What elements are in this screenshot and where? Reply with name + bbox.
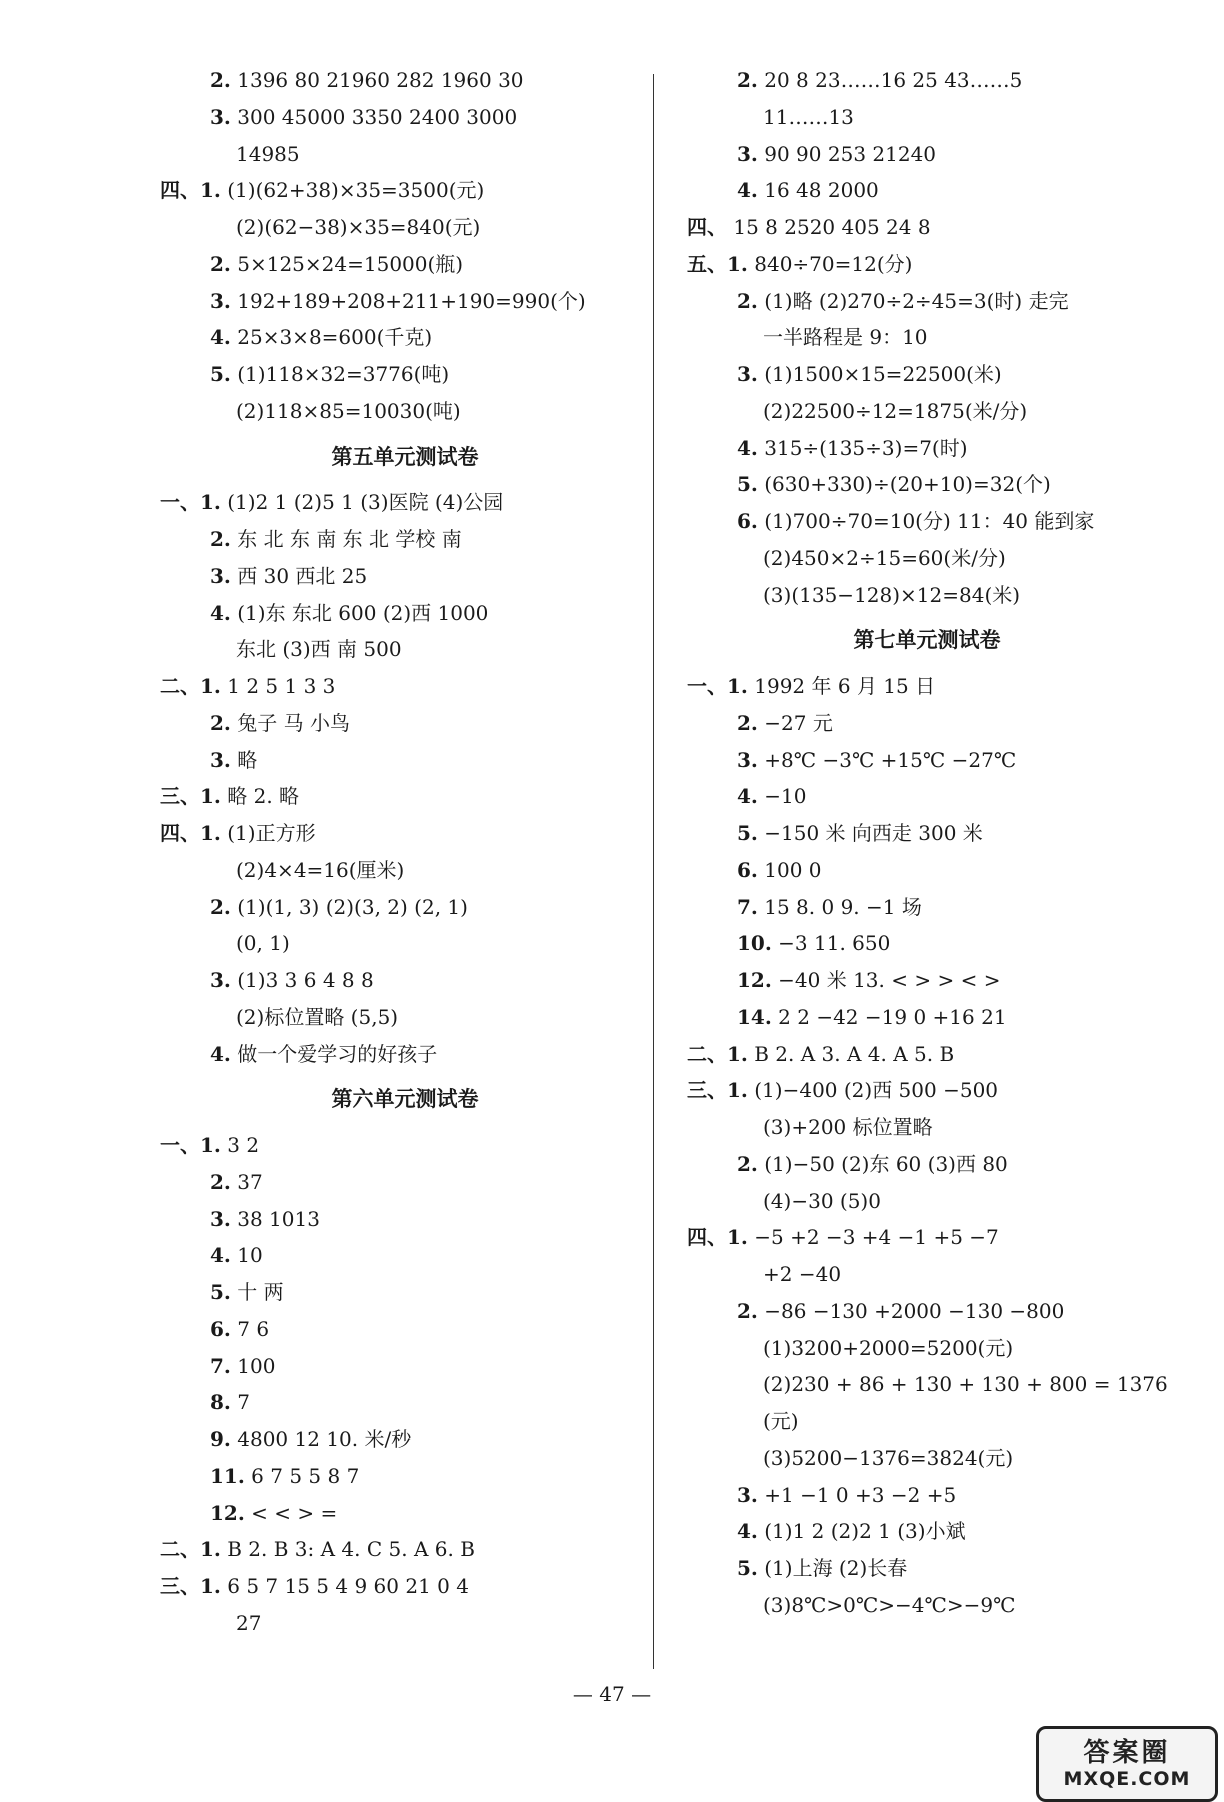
answer-line bbox=[160, 742, 650, 779]
answer-line bbox=[687, 209, 1167, 246]
answer-line bbox=[687, 742, 1167, 779]
question-number: 2. bbox=[737, 68, 758, 92]
answer-text: 3 2 bbox=[227, 1133, 260, 1157]
answer-line bbox=[160, 1274, 650, 1311]
answer-line bbox=[687, 1036, 1167, 1073]
answer-text: (630+330)÷(20+10)=32(个) bbox=[764, 472, 1051, 497]
answer-text: (1)上海 (2)长春 bbox=[764, 1556, 908, 1580]
answer-text: (1)东 东北 600 (2)西 1000 bbox=[237, 600, 489, 625]
question-number: 2. bbox=[210, 710, 231, 735]
answer-line bbox=[687, 1330, 1167, 1367]
answer-text: 90 90 253 21240 bbox=[764, 141, 937, 166]
answer-line bbox=[160, 1127, 650, 1164]
answer-line bbox=[687, 1587, 1167, 1624]
question-number: 四、1. bbox=[160, 821, 221, 845]
question-number: 一、1. bbox=[160, 490, 221, 515]
question-number: 4. bbox=[737, 784, 758, 809]
question-number: 四、1. bbox=[687, 1225, 748, 1250]
answer-text: 16 48 2000 bbox=[764, 178, 879, 203]
left-answer-column bbox=[160, 62, 650, 1642]
answer-line bbox=[687, 1109, 1167, 1146]
answer-text: 做一个爱学习的好孩子 bbox=[237, 1041, 438, 1066]
answer-line bbox=[160, 172, 650, 209]
answer-text: (2)22500÷12=1875(米/分) bbox=[763, 398, 1028, 423]
answer-text: (1)1 2 (2)2 1 (3)小斌 bbox=[764, 1519, 966, 1544]
answer-text: (2)230 + 86 + 130 + 130 + 800 = 1376 bbox=[763, 1372, 1168, 1397]
answer-text: −27 元 bbox=[764, 710, 833, 735]
answer-text: −5 +2 −3 +4 −1 +5 −7 bbox=[754, 1225, 999, 1250]
answer-text: 略 bbox=[237, 747, 258, 772]
answer-text: B 2. A 3. A 4. A 5. B bbox=[754, 1041, 955, 1066]
answer-line bbox=[160, 62, 650, 99]
answer-line bbox=[687, 925, 1167, 962]
watermark-logo-url: MXQE.COM bbox=[1063, 1768, 1191, 1790]
answer-text: B 2. B 3: A 4. C 5. A 6. B bbox=[227, 1537, 475, 1562]
answer-line bbox=[160, 136, 650, 173]
answer-text: 兔子 马 小鸟 bbox=[237, 710, 350, 735]
answer-line bbox=[160, 1531, 650, 1568]
question-number: 四、1. bbox=[160, 178, 221, 203]
answer-line bbox=[687, 1513, 1167, 1550]
answer-text: 11……13 bbox=[763, 104, 854, 129]
question-number: 10. bbox=[737, 931, 772, 956]
answer-line bbox=[160, 1605, 650, 1642]
question-number: 4. bbox=[737, 435, 758, 460]
question-number: 3. bbox=[210, 288, 231, 313]
answer-line bbox=[160, 595, 650, 632]
answer-text: 7 bbox=[237, 1390, 250, 1415]
answer-text: 6 7 5 5 8 7 bbox=[251, 1463, 360, 1488]
question-number: 3. bbox=[737, 747, 758, 772]
question-number: 五、1. bbox=[687, 251, 748, 276]
question-number: 一、1. bbox=[160, 1133, 221, 1157]
answer-text: 7 6 bbox=[237, 1316, 270, 1341]
question-number: 5. bbox=[210, 362, 231, 386]
answer-line bbox=[687, 668, 1167, 705]
answer-line bbox=[160, 209, 650, 246]
question-number: 5. bbox=[737, 821, 758, 845]
question-number: 二、1. bbox=[160, 1537, 221, 1562]
question-number: 6. bbox=[737, 509, 758, 533]
answer-line bbox=[687, 466, 1167, 503]
answer-text: (1)正方形 bbox=[227, 821, 316, 845]
answer-line bbox=[160, 1036, 650, 1073]
question-number: 三、1. bbox=[687, 1078, 748, 1103]
question-number: 3. bbox=[737, 362, 758, 386]
question-number: 4. bbox=[210, 1041, 231, 1066]
answer-line bbox=[687, 172, 1167, 209]
question-number: 2. bbox=[737, 710, 758, 735]
answer-text: 2 2 −42 −19 0 +16 21 bbox=[778, 1004, 1007, 1029]
answer-text: −150 米 向西走 300 米 bbox=[764, 821, 983, 845]
answer-text: −10 bbox=[764, 784, 807, 809]
answer-line bbox=[160, 999, 650, 1036]
question-number: 2. bbox=[210, 251, 231, 276]
answer-line bbox=[687, 1146, 1167, 1183]
right-answer-column bbox=[687, 62, 1167, 1624]
question-number: 12. bbox=[210, 1500, 245, 1525]
answer-line bbox=[687, 999, 1167, 1036]
answer-line bbox=[687, 1440, 1167, 1477]
section-heading: 第六单元测试卷 bbox=[331, 1087, 479, 1112]
answer-text: 100 bbox=[237, 1353, 276, 1378]
answer-text: 27 bbox=[236, 1610, 262, 1635]
answer-text: −40 米 13. < > > < > bbox=[778, 968, 1001, 992]
answer-text: 315÷(135÷3)=7(时) bbox=[764, 435, 968, 460]
answer-text: (4)−30 (5)0 bbox=[763, 1188, 881, 1213]
answer-line bbox=[687, 1219, 1167, 1256]
question-number: 二、1. bbox=[687, 1041, 748, 1066]
answer-line bbox=[160, 484, 650, 521]
answer-line bbox=[160, 1458, 650, 1495]
question-number: 2. bbox=[737, 1151, 758, 1176]
question-number: 5. bbox=[210, 1280, 231, 1304]
question-number: 2. bbox=[210, 527, 231, 551]
answer-text: (1)3200+2000=5200(元) bbox=[763, 1335, 1014, 1360]
answer-text: 4800 12 10. 米/秒 bbox=[237, 1427, 412, 1451]
question-number: 5. bbox=[737, 1556, 758, 1580]
answer-text: (1)3 3 6 4 8 8 bbox=[237, 968, 374, 992]
question-number: 2. bbox=[210, 68, 231, 92]
answer-line bbox=[687, 430, 1167, 467]
answer-text: 20 8 23……16 25 43……5 bbox=[764, 68, 1023, 92]
question-number: 三、1. bbox=[160, 1574, 221, 1598]
answer-text: (2)4×4=16(厘米) bbox=[236, 857, 405, 882]
answer-text: (元) bbox=[763, 1409, 799, 1433]
question-number: 2. bbox=[737, 288, 758, 313]
answer-line bbox=[160, 393, 650, 430]
answer-line bbox=[160, 356, 650, 393]
answer-line bbox=[160, 558, 650, 595]
answer-text: 15 8 2520 405 24 8 bbox=[733, 215, 931, 239]
answer-text: 西 30 西北 25 bbox=[237, 563, 368, 588]
question-number: 12. bbox=[737, 968, 772, 992]
answer-text: +2 −40 bbox=[763, 1262, 842, 1286]
question-number: 3. bbox=[210, 563, 231, 588]
answer-line bbox=[160, 815, 650, 852]
question-number: 8. bbox=[210, 1390, 231, 1415]
answer-text: 300 45000 3350 2400 3000 bbox=[237, 104, 518, 129]
answer-text: 十 两 bbox=[237, 1280, 284, 1304]
watermark-logo bbox=[1036, 1726, 1218, 1802]
answer-line bbox=[160, 319, 650, 356]
answer-text: 东北 (3)西 南 500 bbox=[236, 637, 402, 662]
answer-line bbox=[687, 1550, 1167, 1587]
answer-line bbox=[160, 631, 650, 668]
question-number: 11. bbox=[210, 1463, 245, 1488]
answer-line bbox=[160, 1421, 650, 1458]
answer-text: (1)−400 (2)西 500 −500 bbox=[754, 1078, 999, 1103]
answer-line bbox=[160, 283, 650, 320]
question-number: 一、1. bbox=[687, 674, 748, 698]
answer-line bbox=[160, 1348, 650, 1385]
answer-line bbox=[160, 705, 650, 742]
answer-line bbox=[687, 962, 1167, 999]
answer-text: (3)5200−1376=3824(元) bbox=[763, 1445, 1014, 1470]
question-number: 5. bbox=[737, 472, 758, 497]
answer-text: 14985 bbox=[236, 141, 300, 166]
question-number: 6. bbox=[210, 1316, 231, 1341]
answer-text: +8℃ −3℃ +15℃ −27℃ bbox=[764, 747, 1017, 772]
answer-text: 37 bbox=[237, 1169, 263, 1194]
answer-line bbox=[687, 889, 1167, 926]
answer-line bbox=[687, 852, 1167, 889]
question-number: 2. bbox=[737, 1298, 758, 1323]
answer-line bbox=[160, 1384, 650, 1421]
answer-line bbox=[160, 246, 650, 283]
answer-text: 25×3×8=600(千克) bbox=[237, 325, 433, 350]
answer-text: 15 8. 0 9. −1 场 bbox=[764, 894, 922, 919]
answer-line bbox=[687, 136, 1167, 173]
question-number: 3. bbox=[210, 104, 231, 129]
column-divider bbox=[653, 74, 654, 1669]
answer-text: 1396 80 21960 282 1960 30 bbox=[237, 68, 524, 92]
answer-line bbox=[160, 1568, 650, 1605]
answer-line bbox=[687, 705, 1167, 742]
answer-line bbox=[687, 1072, 1167, 1109]
answer-text: 1992 年 6 月 15 日 bbox=[754, 674, 936, 698]
answer-text: (1)700÷70=10(分) 11：40 能到家 bbox=[764, 509, 1095, 533]
answer-line bbox=[160, 668, 650, 705]
question-number: 4. bbox=[737, 178, 758, 203]
answer-line bbox=[687, 1183, 1167, 1220]
answer-text: 略 2. 略 bbox=[227, 784, 300, 809]
answer-text: −86 −130 +2000 −130 −800 bbox=[764, 1298, 1065, 1323]
watermark-logo-text: 答案圈 bbox=[1083, 1738, 1171, 1768]
answer-text: 38 1013 bbox=[237, 1206, 320, 1231]
answer-line bbox=[687, 99, 1167, 136]
answer-line bbox=[687, 1477, 1167, 1514]
answer-text: 5×125×24=15000(瓶) bbox=[237, 251, 464, 276]
answer-line bbox=[160, 889, 650, 926]
answer-line bbox=[687, 356, 1167, 393]
question-number: 4. bbox=[210, 600, 231, 625]
answer-line bbox=[160, 852, 650, 889]
answer-text: (1)(62+38)×35=3500(元) bbox=[227, 178, 485, 203]
answer-text: 一半路程是 9：10 bbox=[763, 325, 928, 350]
answer-text: 10 bbox=[237, 1243, 263, 1268]
answer-line bbox=[687, 1366, 1167, 1403]
answer-line bbox=[160, 1237, 650, 1274]
question-number: 7. bbox=[737, 894, 758, 919]
page-number: — 47 — bbox=[572, 1682, 652, 1706]
answer-text: 东 北 东 南 东 北 学校 南 bbox=[237, 527, 462, 551]
question-number: 3. bbox=[210, 747, 231, 772]
question-number: 4. bbox=[210, 1243, 231, 1268]
question-number: 3. bbox=[737, 141, 758, 166]
answer-text: 192+189+208+211+190=990(个) bbox=[237, 288, 586, 313]
question-number: 6. bbox=[737, 857, 758, 882]
answer-line bbox=[687, 319, 1167, 356]
answer-line bbox=[687, 1256, 1167, 1293]
answer-text: (3)8℃>0℃>−4℃>−9℃ bbox=[763, 1592, 1016, 1617]
answer-line bbox=[687, 778, 1167, 815]
answer-line bbox=[160, 1201, 650, 1238]
answer-line bbox=[160, 925, 650, 962]
answer-text: 1 2 5 1 3 3 bbox=[227, 674, 336, 698]
question-number: 3. bbox=[737, 1482, 758, 1507]
question-number: 四、 bbox=[687, 215, 727, 239]
question-number: 三、1. bbox=[160, 784, 221, 809]
answer-text: (1)1500×15=22500(米) bbox=[764, 362, 1002, 386]
question-number: 4. bbox=[737, 1519, 758, 1544]
question-number: 3. bbox=[210, 968, 231, 992]
answer-text: (2)450×2÷15=60(米/分) bbox=[763, 545, 1006, 570]
question-number: 7. bbox=[210, 1353, 231, 1378]
answer-line bbox=[687, 577, 1167, 614]
answer-line bbox=[160, 962, 650, 999]
question-number: 2. bbox=[210, 894, 231, 919]
answer-line bbox=[687, 503, 1167, 540]
question-number: 4. bbox=[210, 325, 231, 350]
answer-line bbox=[160, 99, 650, 136]
question-number: 二、1. bbox=[160, 674, 221, 698]
answer-line bbox=[160, 1495, 650, 1532]
answer-text: < < > = bbox=[251, 1500, 338, 1525]
answer-line bbox=[687, 393, 1167, 430]
answer-text: (1)(1, 3) (2)(3, 2) (2, 1) bbox=[237, 894, 468, 919]
answer-line bbox=[160, 778, 650, 815]
question-number: 3. bbox=[210, 1206, 231, 1231]
answer-text: +1 −1 0 +3 −2 +5 bbox=[764, 1482, 957, 1507]
answer-text: (1)2 1 (2)5 1 (3)医院 (4)公园 bbox=[227, 490, 504, 515]
answer-text: (1)118×32=3776(吨) bbox=[237, 362, 450, 386]
answer-line bbox=[687, 62, 1167, 99]
answer-text: (2)118×85=10030(吨) bbox=[236, 398, 461, 423]
answer-text: (1)−50 (2)东 60 (3)西 80 bbox=[764, 1151, 1008, 1176]
question-number: 14. bbox=[737, 1004, 772, 1029]
answer-text: (3)+200 标位置略 bbox=[763, 1115, 933, 1139]
answer-text: (1)略 (2)270÷2÷45=3(时) 走完 bbox=[764, 288, 1069, 313]
answer-line bbox=[160, 1164, 650, 1201]
answer-text: (2)(62−38)×35=840(元) bbox=[236, 215, 481, 239]
answer-text: −3 11. 650 bbox=[778, 931, 891, 956]
question-number: 9. bbox=[210, 1427, 231, 1451]
answer-line bbox=[687, 1403, 1167, 1440]
answer-text: (2)标位置略 (5,5) bbox=[236, 1004, 399, 1029]
answer-line bbox=[687, 246, 1167, 283]
question-number: 2. bbox=[210, 1169, 231, 1194]
answer-line bbox=[687, 540, 1167, 577]
answer-text: 840÷70=12(分) bbox=[754, 251, 913, 276]
answer-line bbox=[687, 815, 1167, 852]
answer-line bbox=[160, 521, 650, 558]
answer-line bbox=[687, 1293, 1167, 1330]
answer-text: (3)(135−128)×12=84(米) bbox=[763, 582, 1021, 607]
section-heading: 第五单元测试卷 bbox=[331, 444, 479, 469]
answer-text: 100 0 bbox=[764, 857, 822, 882]
answer-text: (0, 1) bbox=[236, 931, 290, 956]
answer-line bbox=[687, 283, 1167, 320]
answer-line bbox=[160, 1311, 650, 1348]
section-heading: 第七单元测试卷 bbox=[853, 628, 1001, 653]
answer-text: 6 5 7 15 5 4 9 60 21 0 4 bbox=[227, 1574, 469, 1598]
